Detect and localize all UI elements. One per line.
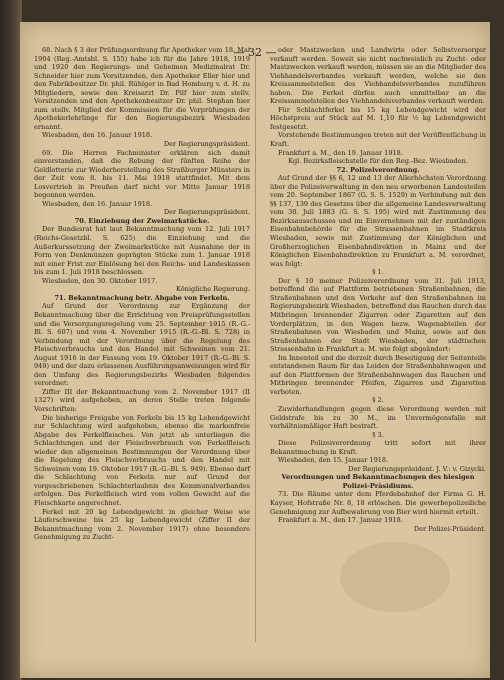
signature: Der Regierungspräsident.: [163, 140, 250, 149]
section-heading: 70. Einziehung der Zweimarkstücke.: [74, 216, 210, 225]
paragraph: 69. Die Herren Fachminister erklären sich damit einverstanden, daß die Rebung der fünften Reihe der Geldlotterie zur Wiederherstellung des Straßburger Münsters in der Zeit vom 8. bis 11. Mai 1918 stattfindet. Mit dem Losvertrieb in Preußen darf nicht vor Mitte Januar 1918 begonnen werden.: [34, 148, 250, 200]
right-column: [270, 46, 486, 533]
paragraph: 73. Die Räume unter dem Pferdebahnhof der Firma G. H. Kayser, Hofstraße Nr. 8, 18 erlöschen. Die gewerbepolizeiliche Genehmigung zur Aufbewahrung von Bier wird hiermit erteilt.: [270, 490, 486, 516]
signature: Der Polizei-Präsident.: [413, 524, 486, 533]
paragraph: Für Schlachtferkel bis 15 kg Lebendgewicht wird der Höchstpreis auf Stück auf M. 1,10 für ½ kg Lebendgewicht festgesetzt.: [270, 105, 486, 131]
signature: Der Regierungspräsident.: [163, 208, 250, 217]
section-heading: 71. Bekanntmachung betr. Abgabe von Ferkeln.: [54, 293, 230, 302]
paragraph: Diese Polizeiverordnung tritt sofort mit ihrer Bekanntmachung in Kraft.: [270, 439, 486, 456]
paragraph: Im Innenteil und die derzeit durch Beseitigung der Seitenteile entstandenen Raum für das Leiden der Straßenbahnwagen und auf den Plattformen der Straßenbahnwagen das Rauchen und Mitbringen brennender Pfeifen, Zigarren und Zigaretten verboten.: [270, 353, 486, 396]
paragraph: oder Mastzwecken und Landwirte oder Selbstversorger verkauft werden. Soweit sie nicht nachweislich zu Zucht- oder Mastzwecken verkauft werden, müssen sie an die Mitglieder des Viehhandelsverbandes verkauft werden, welche sie den Kreissammelstellen des Viehhandelsverbandes zuzuführen haben. Die Ferkel dürfen auch unmittelbar an die Kreissammelstellen des Viehhandelsverbandes verkauft werden.: [270, 46, 486, 106]
paragraph: Ferkel mit 20 kg Lebendgewicht in gleicher Weise wie Läuferschweine bis 25 kg Lebendgewicht (Ziffer II der Bekanntmachung vom 2. November 1917) ohne besondere Genehmigung zu Zucht-: [34, 507, 250, 542]
paragraph: Zuwiderhandlungen gegen diese Verordnung werden mit Geldstrafe bis zu 30 M., im Unvermögensfalle mit verhältnismäßiger Haft bestraft.: [270, 404, 486, 431]
dateline: Wiesbaden, den 15. Januar 1918.: [278, 456, 389, 465]
paper-stain: [340, 542, 450, 612]
left-column: [34, 46, 250, 542]
paragraph: Der Bundesrat hat laut Bekanntmachung vom 12. Juli 1917 (Reichs-Gesetzbl. S. 625) die Einziehung und die Außerkurssetzung der Zweimarkstücke mit Ausnahme der in Form von Denkmünzen geprägten Stücke zum 1. Januar 1918 mit einer Frist zur Einlösung bei den Reichs- und Landeskassen bis zum 1. Juli 1918 beschlossen.: [34, 225, 250, 277]
column-divider: [255, 52, 256, 642]
signature: Der Regierungspräsident. J. V.: v. Gizycki.: [348, 464, 486, 473]
dateline: Wiesbaden, den 16. Januar 1918.: [42, 131, 153, 140]
dateline: Wiesbaden, den 16. Januar 1918.: [42, 199, 153, 208]
paragraph: Ziffer III der Bekanntmachung vom 2. November 1917 (II 1327) wird aufgehoben, an deren Stelle treten folgende Vorschriften:: [34, 387, 250, 413]
paragraph: Auf Grund der §§ 6, 12 und 13 der Allerhöchsten Verordnung über die Polizeiverwaltung in den neu erworbenen Landesteilen vom 20. September 1867 (G. S. S. 1529) in Verbindung mit den §§ 137, 139 des Gesetzes über die allgemeine Landesverwaltung vom 30. Juli 1883 (G. S. S. 195) wird mit Zustimmung des Bezirksausschusses und im Einvernehmen mit der zuständigen Eisenbahnbehörde für die Strassenbahnen im Stadtkreis Wiesbaden, sowie mit Zustimmung der Königlichen und Großherzoglichen Eisenbahndirektion in Mainz und der Königlichen Eisenbahndirektion zu Frankfurt a. M. verordnet, was folgt:: [270, 174, 486, 268]
dateline: Frankfurt a. M., den 19. Januar 1918.: [278, 148, 403, 157]
section-heading: Verordnungen und Bekanntmachungen des hiesigen Polizei-Präsidiums.: [281, 473, 475, 490]
page-number: — 32 —: [233, 46, 277, 59]
dateline: Wiesbaden, den 30. Oktober 1917.: [42, 276, 158, 285]
section-marker: § 2.: [372, 396, 384, 405]
paragraph: Der § 10 meiner Polizeiverordnung vom 31. Juli 1913, betreffend die auf Plattform betriebenen Straßenbahnen, die Straßenbahnen und den Verkehr auf den Straßenbahnen im Regierungsbezirk Wiesbaden, betreffend das Rauchen durch das Mitbringen brennender Zigarren oder Zigaretten auf den Vorderplätzen, in den Wagen bezw. Wagenabteilen der Straßenbahnen von Wiesbaden und Mainz, sowie auf den Straßenbahnen der Stadt Wiesbaden, der städtischen Strassenbahn in Frankfurt a. M. wie folgt abgeändert:: [270, 276, 486, 354]
book-binding: [0, 0, 22, 680]
section-heading: 72. Polizeiverordnung.: [336, 165, 420, 174]
paragraph: Die bisherige Freigabe von Ferkeln bis 15 kg Lebendgewicht zur Schlachtung wird aufgehoben, ebenso die markenfreie Abgabe des Ferkelfleisches. Von jetzt ab unterliegen die Schlachtungen und der Fleischverbrauch von Ferkelfleisch wieder den allgemeinen Bestimmungen der Verordnung über die Regelung des Fleischverbrauchs und den Handel mit Schweinen vom 19. Oktober 1917 (R.-G.-Bl. S. 949). Ebenso darf die Schlachtung von Ferkeln nur auf Grund der vorgeschriebenen Schlachterlaubnis des Kommunalverbandes erfolgen. Das Ferkelfleisch wird vom vollen Gewicht auf die Fleischkarte angerechnet.: [34, 413, 250, 507]
section-marker: § 1.: [372, 268, 384, 277]
dateline: Frankfurt a. M., den 17. Januar 1918.: [278, 516, 403, 525]
section-marker: Kgl. Bezirksfleischstelle für den Reg.-Bez. Wiesbaden.: [288, 157, 468, 166]
section-marker: § 3.: [372, 430, 384, 439]
paragraph: Auf Grund der Verordnung zur Ergänzung der Bekanntmachung über die Errichtung von Preisprüfungsstellen und die Versorgungsregelung vom 25. September 1915 (R.-G.-Bl. S. 607) und vom 4. November 1915 (R.-G.-Bl. S. 728) in Verbindung mit der Verordnung über die Regelung des Fleischverbrauchs und den Handel mit Schweinen vom 21. August 1916 in der Fassung vom 19. Oktober 1917 (R.-G.-Bl. S. 949) und der dazu erlassenen Ausführungsanweisungen wird für den Umfang des Regierungsbezirks Wiesbaden folgendes verordnet:: [34, 302, 250, 388]
paragraph: Vorstehende Bestimmungen treten mit der Veröffentlichung in Kraft.: [270, 131, 486, 149]
signature: Königliche Regierung.: [176, 285, 250, 294]
paragraph: 68. Nach § 3 der Prüfungsordnung für Apotheker vom 18. Mai 1904 (Reg.-Amtsbl. S. 155) habe ich für die Jahre 1918, 1919 und 1920 den Regierungs- und Geheimen Medizinalrat Dr. Schneider hier zum Vorsitzenden, den Apotheker Eller hier und den Fabrikbesitzer Dr. phil. Rühlger in Bad Homburg v. d. H. zu Mitgliedern, sowie den Kreisarzt Dr. Pilf hier zum stellv. Vorsitzenden und den Apothekenbesitzer Dr. phil. Stephan hier zum stellv. Mitglied der Kommission für die Vorprüfungen der Apothekerlehrlinge für den Regierungsbezirk Wiesbaden ernannt.: [34, 46, 250, 131]
